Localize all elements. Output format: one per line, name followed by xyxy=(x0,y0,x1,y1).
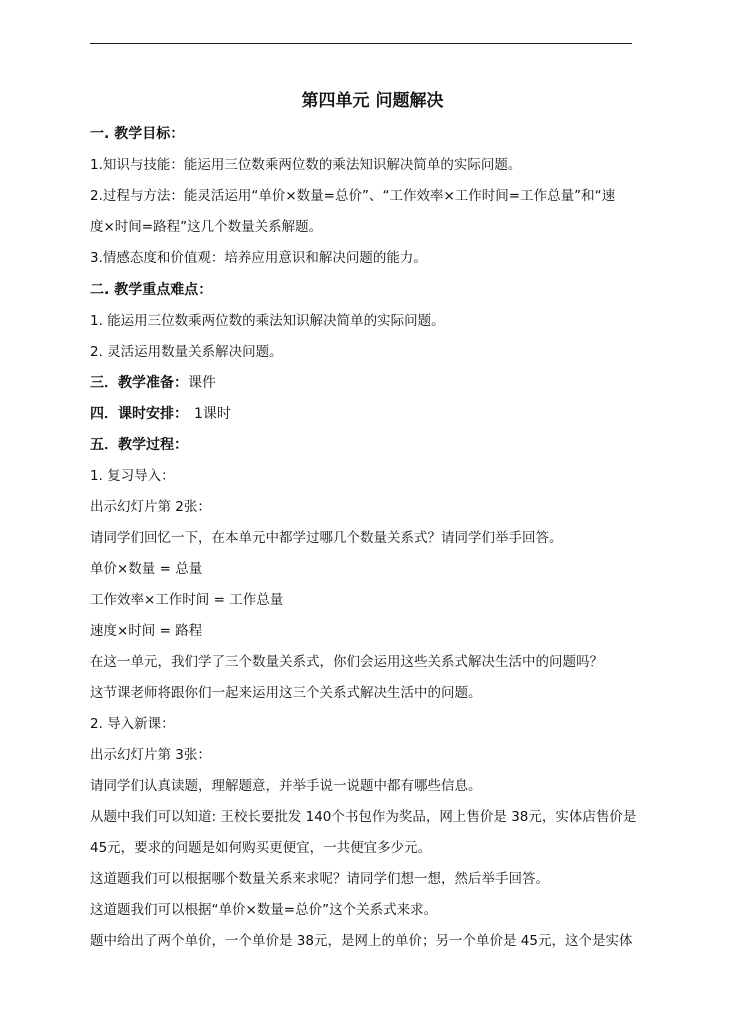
schedule-line xyxy=(90,404,231,424)
answer-2: 题中给出了两个单价，一个单价是 38元，是网上的单价；另一个单价是 45元，这个是实体 xyxy=(90,933,633,949)
review-title: 1. 复习导入： xyxy=(90,468,175,484)
formula-2: 工作效率×工作时间 = 工作总量 xyxy=(90,592,284,608)
slide-3: 出示幻灯片第 3张： xyxy=(90,747,211,763)
formula-1: 单价×数量 = 总量 xyxy=(90,561,203,577)
slide-2: 出示幻灯片第 2张： xyxy=(90,499,211,515)
header-rule xyxy=(90,43,632,44)
prep-heading: 三．教学准备： xyxy=(90,375,188,391)
goals-heading: 一. 教学目标： xyxy=(90,126,185,142)
prep-value: 课件 xyxy=(188,375,216,391)
goal-1: 1.知识与技能：能运用三位数乘两位数的乘法知识解决简单的实际问题。 xyxy=(90,157,522,173)
prep-line xyxy=(90,373,216,393)
schedule-value: 1课时 xyxy=(194,406,231,422)
ask-3: 请同学们认真读题，理解题意，并举手说一说题中都有哪些信息。 xyxy=(90,778,482,794)
formula-3: 速度×时间 = 路程 xyxy=(90,623,203,639)
keypoint-2: 2. 灵活运用数量关系解决问题。 xyxy=(90,344,283,360)
ask-2: 在这一单元，我们学了三个数量关系式，你们会运用这些关系式解决生活中的问题吗？ xyxy=(90,654,603,670)
info-a: 从题中我们可以知道: 王校长要批发 140个书包作为奖品，网上售价是 38元，实体店售价是 xyxy=(90,809,637,825)
new-title: 2. 导入新课： xyxy=(90,716,175,732)
keypoint-1: 1. 能运用三位数乘两位数的乘法知识解决简单的实际问题。 xyxy=(90,313,445,329)
goal-2-cont: 度×时间=路程”这几个数量关系解题。 xyxy=(90,219,323,235)
goal-3: 3.情感态度和价值观：培养应用意识和解决问题的能力。 xyxy=(90,250,427,266)
answer-1: 这道题我们可以根据“单价×数量=总价”这个关系式来求。 xyxy=(90,902,438,918)
keypoints-heading: 二. 教学重点难点： xyxy=(90,282,213,298)
intro-1: 这节课老师将跟你们一起来运用这三个关系式解决生活中的问题。 xyxy=(90,685,482,701)
page-title: 第四单元 问题解决 xyxy=(301,91,444,111)
schedule-heading: 四．课时安排： xyxy=(90,406,188,422)
info-b: 45元，要求的问题是如何购买更便宜，一共便宜多少元。 xyxy=(90,840,432,856)
process-heading: 五．教学过程： xyxy=(90,437,188,453)
ask-4: 这道题我们可以根据哪个数量关系来求呢？请同学们想一想，然后举手回答。 xyxy=(90,871,549,887)
goal-2: 2.过程与方法：能灵活运用“单价×数量=总价”、“工作效率×工作时间=工作总量”和“速 xyxy=(90,188,616,204)
ask-1: 请同学们回忆一下，在本单元中都学过哪几个数量关系式？请同学们举手回答。 xyxy=(90,530,563,546)
